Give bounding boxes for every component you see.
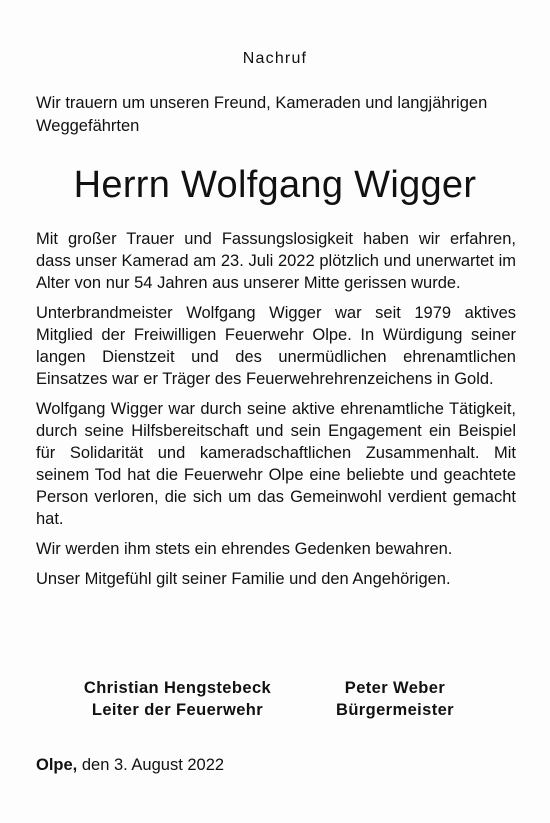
signature-block-fire-chief bbox=[55, 677, 300, 721]
paragraph-membership: Unterbrandmeister Wolfgang Wigger war seit 1979 aktives Mitglied der Freiwilligen Feuerwehr Olpe. In Würdigung seiner langen Dienstzeit und des unermüdlichen ehrenamtlichen Einsatzes war er Träger des Feuerwehrehrenzeichens in Gold. bbox=[36, 304, 516, 388]
signature-block-mayor bbox=[320, 677, 470, 721]
signature-name: Peter Weber bbox=[344, 679, 446, 697]
paragraph-condolence: Mit großer Trauer und Fassungslosigkeit haben wir erfahren, dass unser Kamerad am 23. Juli 2022 plötzlich und unerwartet im Alter von nur 54 Jahren aus unserer Mitte gerissen wurde. bbox=[36, 230, 516, 292]
paragraph-tribute: Wolfgang Wigger war durch seine aktive ehrenamtliche Tätigkeit, durch seine Hilfsbereitschaft und sein Engagement ein Beispiel für Solidarität und kameradschaftlichen Zusammenhalt. Mit seinem Tod hat die Feuerwehr Olpe eine beliebte und geachtete Person verloren, die sich um das Gemeinwohl verdient gemacht hat. bbox=[36, 400, 516, 528]
deceased-name: Herrn Wolfgang Wigger bbox=[73, 164, 477, 206]
paragraph-remembrance: Wir werden ihm stets ein ehrendes Gedenken bewahren. bbox=[36, 540, 453, 558]
signature-title: Bürgermeister bbox=[336, 701, 454, 719]
signature-title: Leiter der Feuerwehr bbox=[91, 701, 264, 719]
intro-text: Wir trauern um unseren Freund, Kameraden und langjährigen Weggefährten bbox=[36, 94, 488, 135]
date: den 3. August 2022 bbox=[81, 756, 225, 774]
body-text bbox=[36, 228, 516, 598]
place-date-line bbox=[36, 756, 224, 775]
place: Olpe, bbox=[36, 756, 78, 774]
paragraph-sympathy: Unser Mitgefühl gilt seiner Familie und den Angehörigen. bbox=[36, 570, 451, 588]
signature-name: Christian Hengstebeck bbox=[83, 679, 272, 697]
notice-heading: Nachruf bbox=[242, 50, 308, 67]
